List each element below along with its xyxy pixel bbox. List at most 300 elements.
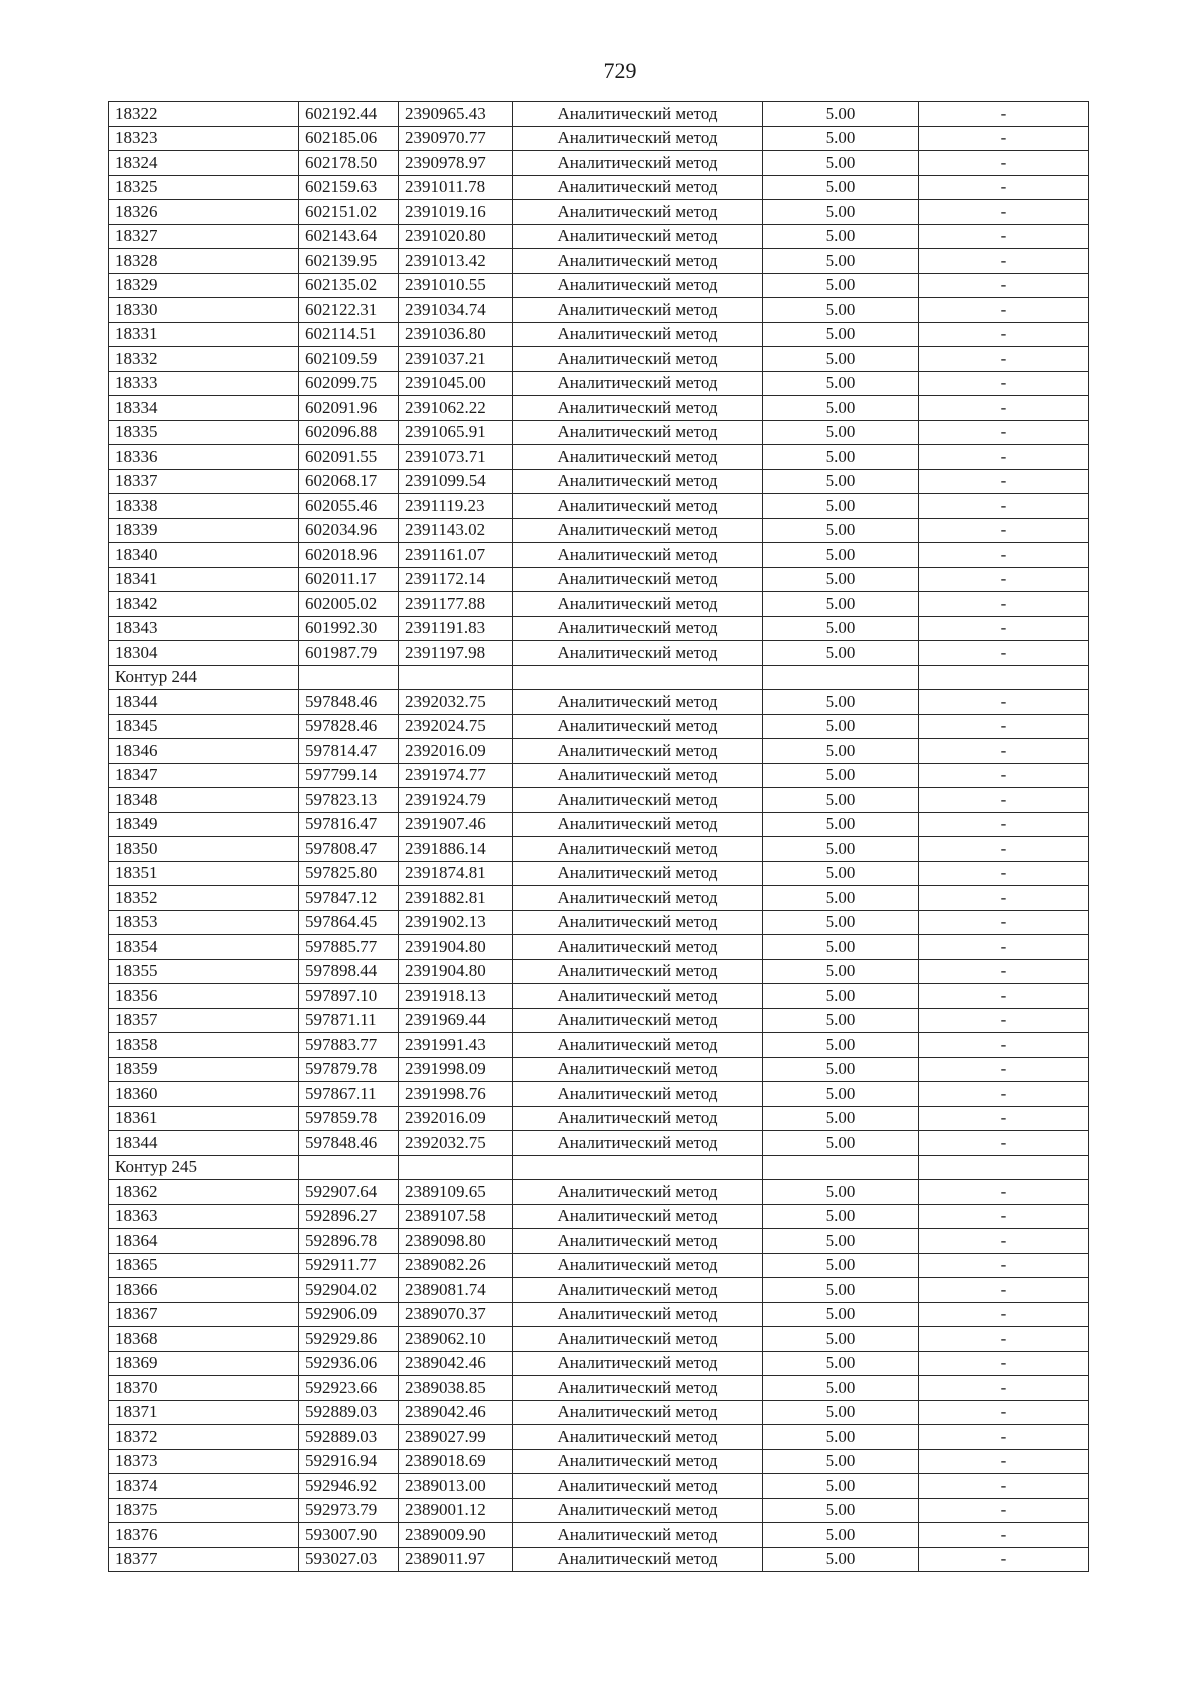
accuracy-cell: 5.00 [763,322,919,347]
note-cell: - [919,1523,1089,1548]
method-cell: Аналитический метод [513,371,763,396]
y-coordinate-cell: 2391013.42 [399,249,513,274]
x-coordinate-cell: 597867.11 [299,1082,399,1107]
y-coordinate-cell: 2392032.75 [399,690,513,715]
point-number-cell: 18334 [109,396,299,421]
accuracy-cell: 5.00 [763,641,919,666]
coordinates-table-body [109,102,1089,1572]
accuracy-cell: 5.00 [763,959,919,984]
accuracy-cell: 5.00 [763,690,919,715]
method-cell: Аналитический метод [513,1523,763,1548]
x-coordinate-cell: 602185.06 [299,126,399,151]
note-cell: - [919,935,1089,960]
point-number-cell: 18361 [109,1106,299,1131]
point-number-cell: 18346 [109,739,299,764]
method-cell: Аналитический метод [513,641,763,666]
y-coordinate-cell: 2391886.14 [399,837,513,862]
x-coordinate-cell: 597898.44 [299,959,399,984]
note-cell: - [919,1327,1089,1352]
note-cell: - [919,910,1089,935]
table-row [109,1008,1089,1033]
note-cell: - [919,886,1089,911]
method-cell: Аналитический метод [513,714,763,739]
note-cell: - [919,175,1089,200]
note-cell: - [919,1008,1089,1033]
contour-empty-cell [919,1155,1089,1180]
note-cell: - [919,812,1089,837]
method-cell: Аналитический метод [513,935,763,960]
accuracy-cell: 5.00 [763,1180,919,1205]
method-cell: Аналитический метод [513,812,763,837]
contour-empty-cell [513,665,763,690]
y-coordinate-cell: 2391020.80 [399,224,513,249]
x-coordinate-cell: 602034.96 [299,518,399,543]
table-row [109,224,1089,249]
accuracy-cell: 5.00 [763,567,919,592]
x-coordinate-cell: 592923.66 [299,1376,399,1401]
y-coordinate-cell: 2391019.16 [399,200,513,225]
table-row [109,322,1089,347]
accuracy-cell: 5.00 [763,494,919,519]
accuracy-cell: 5.00 [763,151,919,176]
table-row [109,1351,1089,1376]
x-coordinate-cell: 602192.44 [299,102,399,127]
note-cell: - [919,1253,1089,1278]
method-cell: Аналитический метод [513,298,763,323]
point-number-cell: 18362 [109,1180,299,1205]
table-row [109,1180,1089,1205]
y-coordinate-cell: 2391161.07 [399,543,513,568]
note-cell: - [919,543,1089,568]
table-row [109,788,1089,813]
point-number-cell: 18351 [109,861,299,886]
point-number-cell: 18344 [109,690,299,715]
accuracy-cell: 5.00 [763,984,919,1009]
y-coordinate-cell: 2391197.98 [399,641,513,666]
note-cell: - [919,1474,1089,1499]
method-cell: Аналитический метод [513,886,763,911]
point-number-cell: 18331 [109,322,299,347]
table-row [109,1204,1089,1229]
point-number-cell: 18350 [109,837,299,862]
x-coordinate-cell: 601992.30 [299,616,399,641]
y-coordinate-cell: 2389011.97 [399,1547,513,1572]
coordinates-table [108,101,1089,1572]
point-number-cell: 18347 [109,763,299,788]
point-number-cell: 18322 [109,102,299,127]
method-cell: Аналитический метод [513,1449,763,1474]
table-row [109,886,1089,911]
x-coordinate-cell: 592936.06 [299,1351,399,1376]
x-coordinate-cell: 592896.27 [299,1204,399,1229]
y-coordinate-cell: 2391034.74 [399,298,513,323]
x-coordinate-cell: 597814.47 [299,739,399,764]
x-coordinate-cell: 602143.64 [299,224,399,249]
table-row [109,445,1089,470]
x-coordinate-cell: 597847.12 [299,886,399,911]
table-row [109,1082,1089,1107]
contour-empty-cell [299,665,399,690]
y-coordinate-cell: 2392024.75 [399,714,513,739]
table-row [109,861,1089,886]
y-coordinate-cell: 2389070.37 [399,1302,513,1327]
y-coordinate-cell: 2389013.00 [399,1474,513,1499]
note-cell: - [919,592,1089,617]
note-cell: - [919,1425,1089,1450]
method-cell: Аналитический метод [513,1253,763,1278]
table-row [109,1425,1089,1450]
x-coordinate-cell: 592906.09 [299,1302,399,1327]
x-coordinate-cell: 602011.17 [299,567,399,592]
x-coordinate-cell: 592911.77 [299,1253,399,1278]
accuracy-cell: 5.00 [763,543,919,568]
note-cell: - [919,396,1089,421]
method-cell: Аналитический метод [513,322,763,347]
x-coordinate-cell: 597848.46 [299,690,399,715]
note-cell: - [919,347,1089,372]
accuracy-cell: 5.00 [763,1400,919,1425]
accuracy-cell: 5.00 [763,935,919,960]
method-cell: Аналитический метод [513,126,763,151]
point-number-cell: 18337 [109,469,299,494]
contour-empty-cell [299,1155,399,1180]
note-cell: - [919,1082,1089,1107]
y-coordinate-cell: 2391073.71 [399,445,513,470]
accuracy-cell: 5.00 [763,1082,919,1107]
note-cell: - [919,126,1089,151]
accuracy-cell: 5.00 [763,224,919,249]
method-cell: Аналитический метод [513,1008,763,1033]
method-cell: Аналитический метод [513,1180,763,1205]
accuracy-cell: 5.00 [763,1008,919,1033]
note-cell: - [919,1400,1089,1425]
accuracy-cell: 5.00 [763,102,919,127]
accuracy-cell: 5.00 [763,788,919,813]
table-row [109,151,1089,176]
table-row [109,592,1089,617]
accuracy-cell: 5.00 [763,1278,919,1303]
x-coordinate-cell: 602151.02 [299,200,399,225]
y-coordinate-cell: 2389098.80 [399,1229,513,1254]
x-coordinate-cell: 602122.31 [299,298,399,323]
accuracy-cell: 5.00 [763,518,919,543]
table-row [109,1229,1089,1254]
point-number-cell: 18366 [109,1278,299,1303]
point-number-cell: 18372 [109,1425,299,1450]
method-cell: Аналитический метод [513,616,763,641]
x-coordinate-cell: 597859.78 [299,1106,399,1131]
method-cell: Аналитический метод [513,224,763,249]
x-coordinate-cell: 592946.92 [299,1474,399,1499]
note-cell: - [919,984,1089,1009]
accuracy-cell: 5.00 [763,1351,919,1376]
note-cell: - [919,469,1089,494]
y-coordinate-cell: 2391143.02 [399,518,513,543]
method-cell: Аналитический метод [513,1474,763,1499]
table-row [109,420,1089,445]
method-cell: Аналитический метод [513,984,763,1009]
note-cell: - [919,1131,1089,1156]
note-cell: - [919,1449,1089,1474]
x-coordinate-cell: 597825.80 [299,861,399,886]
x-coordinate-cell: 597897.10 [299,984,399,1009]
x-coordinate-cell: 602091.55 [299,445,399,470]
table-row [109,1057,1089,1082]
method-cell: Аналитический метод [513,1547,763,1572]
table-row [109,1106,1089,1131]
accuracy-cell: 5.00 [763,126,919,151]
contour-empty-cell [763,665,919,690]
contour-label: Контур 245 [109,1155,299,1180]
point-number-cell: 18339 [109,518,299,543]
method-cell: Аналитический метод [513,1278,763,1303]
x-coordinate-cell: 602099.75 [299,371,399,396]
table-row [109,1278,1089,1303]
y-coordinate-cell: 2391902.13 [399,910,513,935]
method-cell: Аналитический метод [513,445,763,470]
method-cell: Аналитический метод [513,1400,763,1425]
x-coordinate-cell: 597816.47 [299,812,399,837]
x-coordinate-cell: 602178.50 [299,151,399,176]
method-cell: Аналитический метод [513,1425,763,1450]
accuracy-cell: 5.00 [763,739,919,764]
point-number-cell: 18357 [109,1008,299,1033]
note-cell: - [919,445,1089,470]
note-cell: - [919,1106,1089,1131]
table-row [109,1131,1089,1156]
accuracy-cell: 5.00 [763,861,919,886]
accuracy-cell: 5.00 [763,1253,919,1278]
note-cell: - [919,102,1089,127]
accuracy-cell: 5.00 [763,1033,919,1058]
method-cell: Аналитический метод [513,837,763,862]
method-cell: Аналитический метод [513,567,763,592]
table-row [109,494,1089,519]
accuracy-cell: 5.00 [763,592,919,617]
point-number-cell: 18370 [109,1376,299,1401]
y-coordinate-cell: 2391904.80 [399,935,513,960]
accuracy-cell: 5.00 [763,1302,919,1327]
accuracy-cell: 5.00 [763,1106,919,1131]
note-cell: - [919,518,1089,543]
y-coordinate-cell: 2391011.78 [399,175,513,200]
y-coordinate-cell: 2392032.75 [399,1131,513,1156]
point-number-cell: 18324 [109,151,299,176]
accuracy-cell: 5.00 [763,1229,919,1254]
note-cell: - [919,224,1089,249]
point-number-cell: 18353 [109,910,299,935]
accuracy-cell: 5.00 [763,249,919,274]
note-cell: - [919,249,1089,274]
accuracy-cell: 5.00 [763,396,919,421]
point-number-cell: 18326 [109,200,299,225]
method-cell: Аналитический метод [513,151,763,176]
y-coordinate-cell: 2390965.43 [399,102,513,127]
y-coordinate-cell: 2389109.65 [399,1180,513,1205]
table-row [109,469,1089,494]
y-coordinate-cell: 2391904.80 [399,959,513,984]
y-coordinate-cell: 2389062.10 [399,1327,513,1352]
table-row [109,1547,1089,1572]
method-cell: Аналитический метод [513,347,763,372]
method-cell: Аналитический метод [513,1327,763,1352]
contour-header-row [109,1155,1089,1180]
method-cell: Аналитический метод [513,1033,763,1058]
point-number-cell: 18369 [109,1351,299,1376]
y-coordinate-cell: 2391874.81 [399,861,513,886]
table-row [109,396,1089,421]
table-row [109,935,1089,960]
method-cell: Аналитический метод [513,861,763,886]
y-coordinate-cell: 2392016.09 [399,1106,513,1131]
note-cell: - [919,1498,1089,1523]
point-number-cell: 18365 [109,1253,299,1278]
y-coordinate-cell: 2391191.83 [399,616,513,641]
note-cell: - [919,1547,1089,1572]
x-coordinate-cell: 602055.46 [299,494,399,519]
accuracy-cell: 5.00 [763,1425,919,1450]
accuracy-cell: 5.00 [763,469,919,494]
note-cell: - [919,151,1089,176]
note-cell: - [919,420,1089,445]
point-number-cell: 18355 [109,959,299,984]
y-coordinate-cell: 2391998.76 [399,1082,513,1107]
method-cell: Аналитический метод [513,1351,763,1376]
table-row [109,543,1089,568]
y-coordinate-cell: 2391010.55 [399,273,513,298]
note-cell: - [919,739,1089,764]
point-number-cell: 18325 [109,175,299,200]
point-number-cell: 18332 [109,347,299,372]
x-coordinate-cell: 602018.96 [299,543,399,568]
note-cell: - [919,298,1089,323]
method-cell: Аналитический метод [513,1082,763,1107]
x-coordinate-cell: 593027.03 [299,1547,399,1572]
x-coordinate-cell: 602005.02 [299,592,399,617]
accuracy-cell: 5.00 [763,445,919,470]
note-cell: - [919,1302,1089,1327]
method-cell: Аналитический метод [513,200,763,225]
point-number-cell: 18376 [109,1523,299,1548]
note-cell: - [919,690,1089,715]
table-row [109,273,1089,298]
accuracy-cell: 5.00 [763,200,919,225]
method-cell: Аналитический метод [513,1057,763,1082]
x-coordinate-cell: 592929.86 [299,1327,399,1352]
x-coordinate-cell: 597848.46 [299,1131,399,1156]
table-row [109,690,1089,715]
table-row [109,371,1089,396]
method-cell: Аналитический метод [513,469,763,494]
x-coordinate-cell: 597808.47 [299,837,399,862]
point-number-cell: 18330 [109,298,299,323]
x-coordinate-cell: 592907.64 [299,1180,399,1205]
accuracy-cell: 5.00 [763,616,919,641]
point-number-cell: 18333 [109,371,299,396]
method-cell: Аналитический метод [513,420,763,445]
point-number-cell: 18367 [109,1302,299,1327]
method-cell: Аналитический метод [513,175,763,200]
y-coordinate-cell: 2389001.12 [399,1498,513,1523]
table-row [109,1327,1089,1352]
accuracy-cell: 5.00 [763,812,919,837]
x-coordinate-cell: 602159.63 [299,175,399,200]
contour-empty-cell [399,665,513,690]
table-row [109,518,1089,543]
method-cell: Аналитический метод [513,910,763,935]
point-number-cell: 18335 [109,420,299,445]
y-coordinate-cell: 2391062.22 [399,396,513,421]
method-cell: Аналитический метод [513,1376,763,1401]
accuracy-cell: 5.00 [763,763,919,788]
accuracy-cell: 5.00 [763,1498,919,1523]
note-cell: - [919,1229,1089,1254]
y-coordinate-cell: 2391924.79 [399,788,513,813]
method-cell: Аналитический метод [513,1498,763,1523]
method-cell: Аналитический метод [513,592,763,617]
accuracy-cell: 5.00 [763,273,919,298]
point-number-cell: 18323 [109,126,299,151]
x-coordinate-cell: 602139.95 [299,249,399,274]
x-coordinate-cell: 602135.02 [299,273,399,298]
y-coordinate-cell: 2391907.46 [399,812,513,837]
x-coordinate-cell: 593007.90 [299,1523,399,1548]
point-number-cell: 18373 [109,1449,299,1474]
y-coordinate-cell: 2391177.88 [399,592,513,617]
note-cell: - [919,1033,1089,1058]
table-row [109,298,1089,323]
table-row [109,910,1089,935]
point-number-cell: 18328 [109,249,299,274]
table-row [109,126,1089,151]
note-cell: - [919,322,1089,347]
point-number-cell: 18340 [109,543,299,568]
note-cell: - [919,273,1089,298]
table-row [109,1474,1089,1499]
point-number-cell: 18345 [109,714,299,739]
y-coordinate-cell: 2391998.09 [399,1057,513,1082]
note-cell: - [919,714,1089,739]
note-cell: - [919,1376,1089,1401]
point-number-cell: 18360 [109,1082,299,1107]
contour-empty-cell [399,1155,513,1180]
point-number-cell: 18341 [109,567,299,592]
x-coordinate-cell: 601987.79 [299,641,399,666]
note-cell: - [919,616,1089,641]
y-coordinate-cell: 2389042.46 [399,1400,513,1425]
point-number-cell: 18344 [109,1131,299,1156]
note-cell: - [919,200,1089,225]
method-cell: Аналитический метод [513,249,763,274]
table-row [109,1302,1089,1327]
x-coordinate-cell: 597883.77 [299,1033,399,1058]
point-number-cell: 18349 [109,812,299,837]
accuracy-cell: 5.00 [763,837,919,862]
x-coordinate-cell: 597823.13 [299,788,399,813]
point-number-cell: 18352 [109,886,299,911]
table-row [109,1253,1089,1278]
point-number-cell: 18304 [109,641,299,666]
contour-header-row [109,665,1089,690]
point-number-cell: 18348 [109,788,299,813]
contour-empty-cell [919,665,1089,690]
y-coordinate-cell: 2389082.26 [399,1253,513,1278]
x-coordinate-cell: 602091.96 [299,396,399,421]
table-row [109,1523,1089,1548]
y-coordinate-cell: 2389038.85 [399,1376,513,1401]
x-coordinate-cell: 592889.03 [299,1400,399,1425]
method-cell: Аналитический метод [513,788,763,813]
